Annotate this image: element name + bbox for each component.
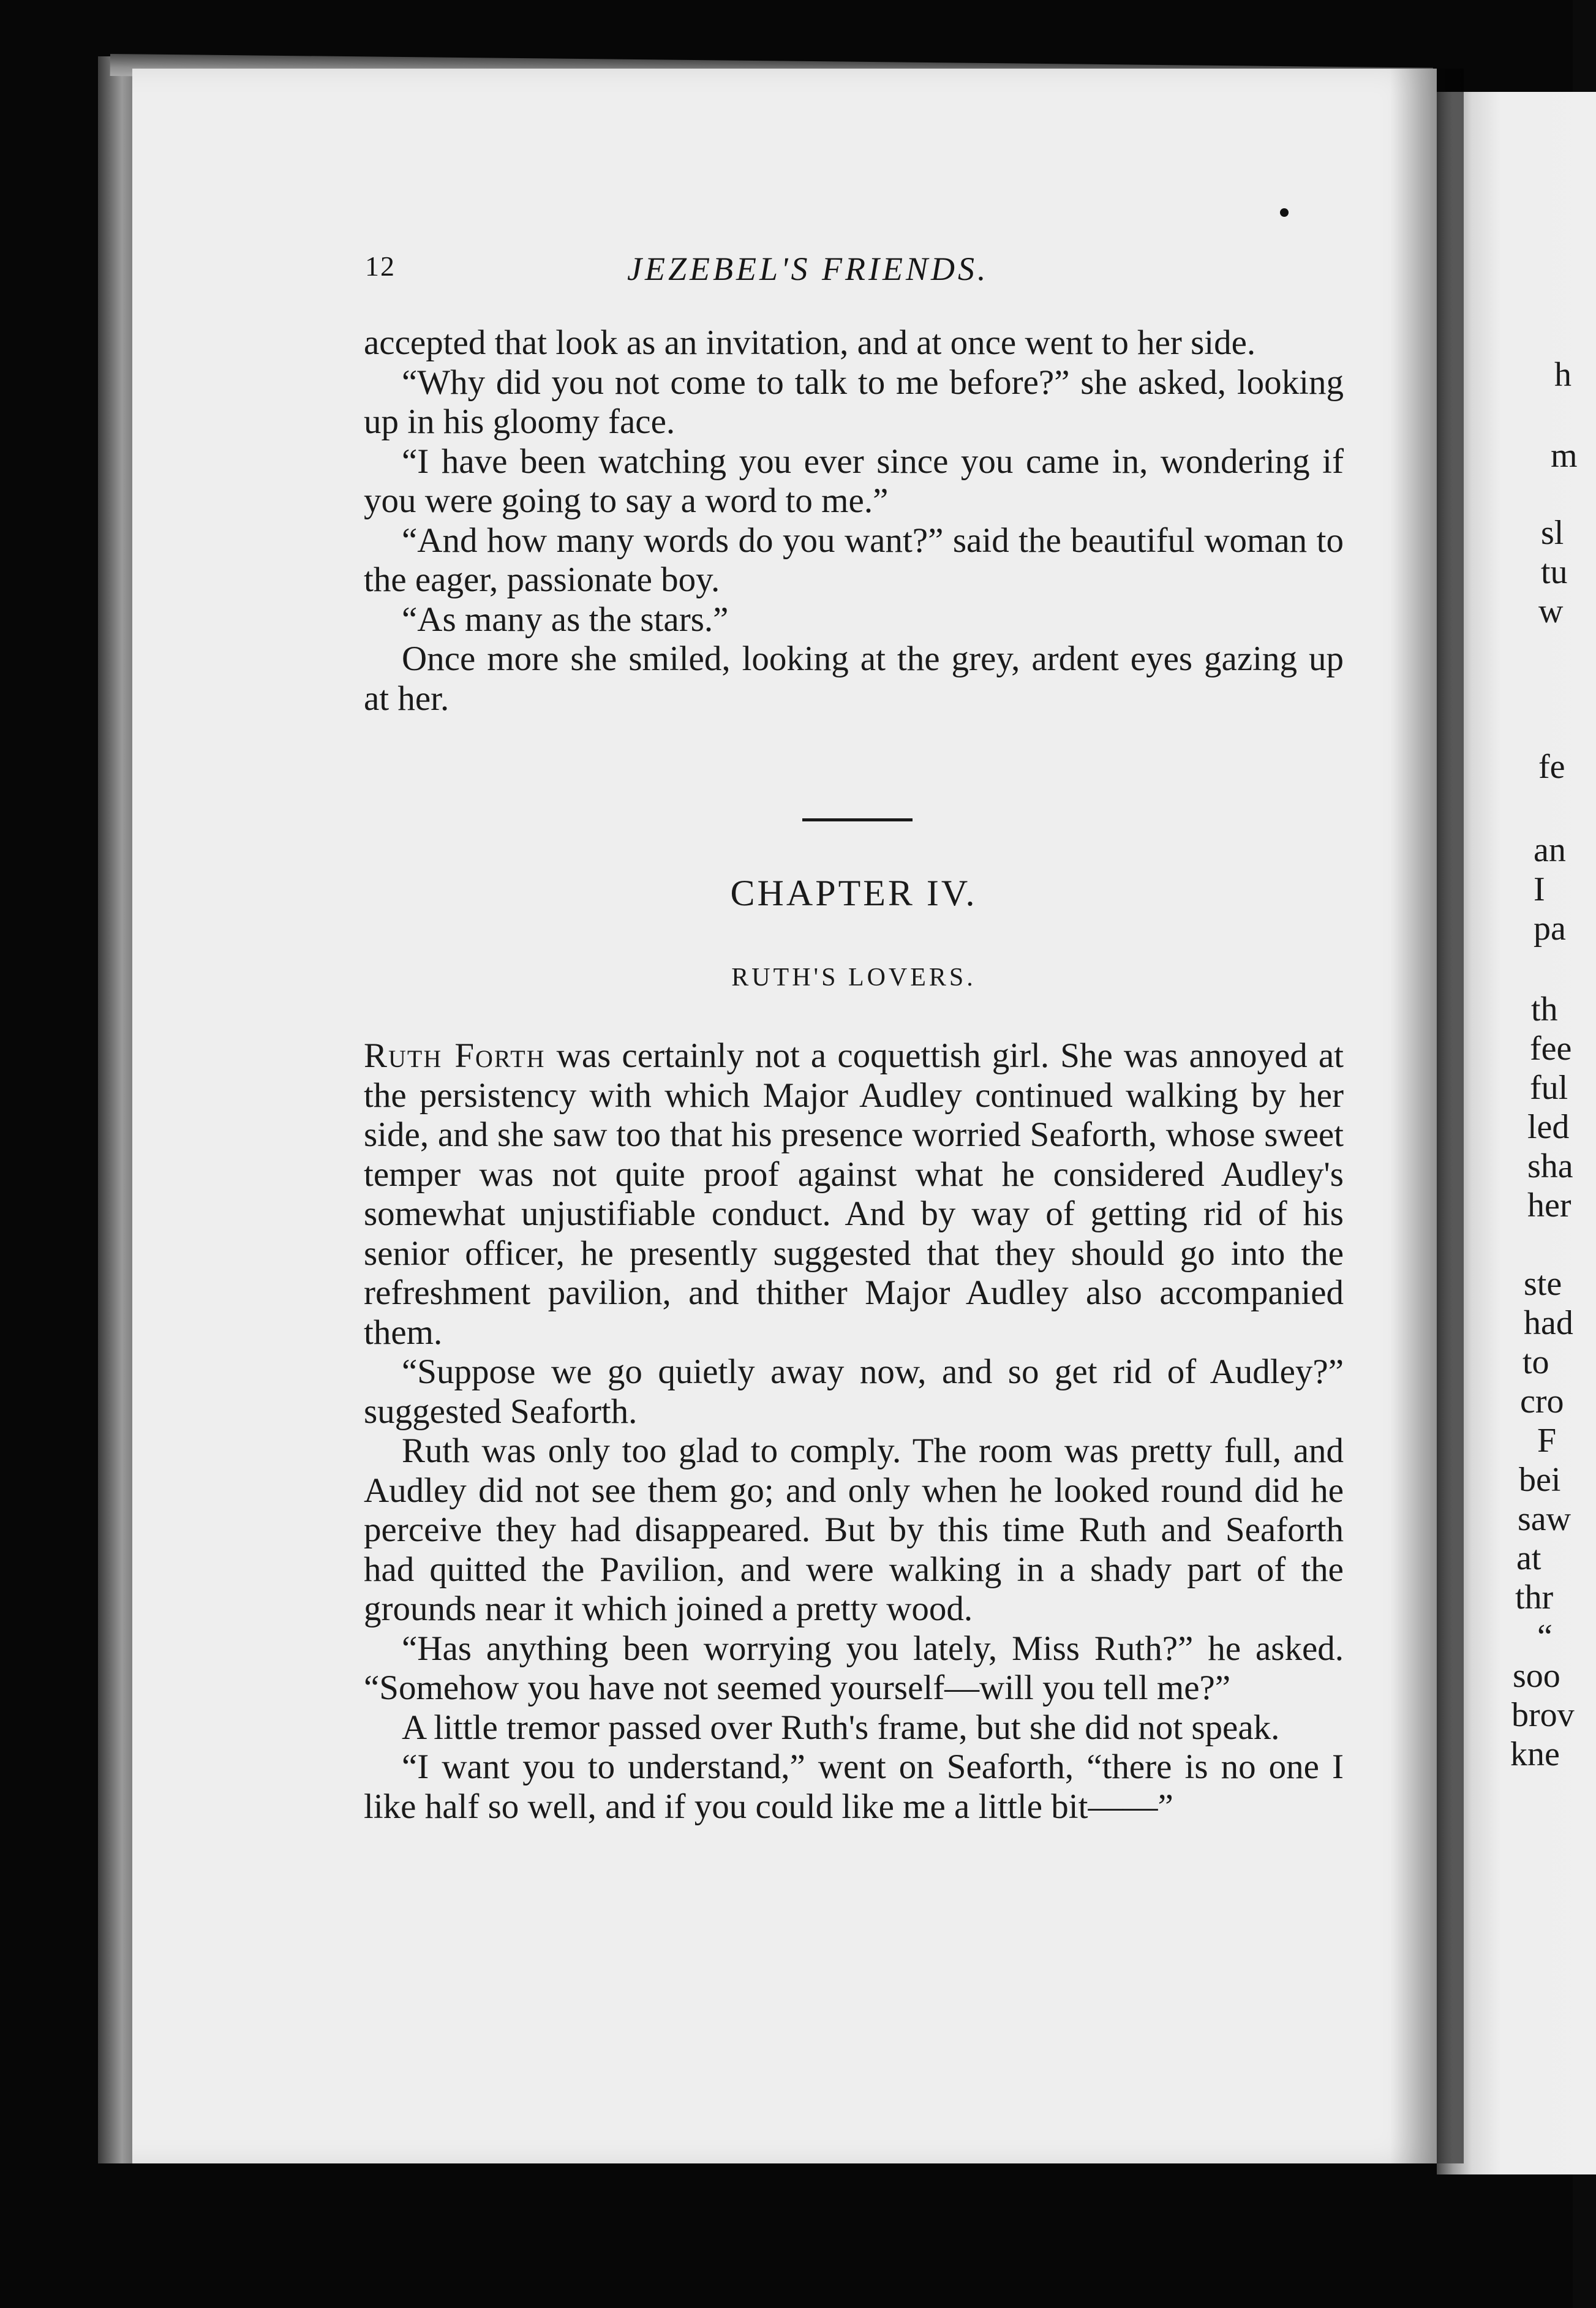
facing-fragment: I (1534, 870, 1545, 908)
paragraph: “I have been watching you ever since you came in, wondering if you were going to say a word to me.” (364, 442, 1344, 520)
facing-fragment: h (1554, 356, 1572, 394)
paragraph: accepted that look as an invitation, and at once went to her side. (364, 323, 1256, 362)
facing-fragment: an (1534, 831, 1566, 869)
chapter-text (364, 1036, 1344, 1827)
ink-dot (1280, 208, 1289, 217)
facing-fragment: thr (1515, 1578, 1554, 1616)
facing-fragment: ful (1530, 1069, 1568, 1107)
chapter-title: CHAPTER IV. (730, 873, 977, 913)
book-edge (98, 56, 135, 2163)
facing-fragment: pa (1534, 910, 1566, 948)
facing-fragment: sha (1527, 1147, 1573, 1185)
facing-fragment: had (1524, 1304, 1573, 1342)
paragraph-text: was certainly not a coquettish girl. She was annoyed at the persistency with which Major Audley continued walking by her side, and she saw too that his presence worried Seaforth, whose sweet temper was not quite proof against what he considered Audley's somewhat unjustifiable conduct. And by way of getting rid of his senior officer, he presently suggested that they should go into the refreshment pavilion, and thither Major Audley also accompanied them. (364, 1036, 1344, 1352)
facing-fragment: th (1531, 990, 1558, 1028)
opening-text (364, 323, 1344, 718)
facing-fragment: “ (1537, 1618, 1553, 1656)
facing-fragment: saw (1518, 1500, 1572, 1538)
facing-fragment: w (1538, 592, 1564, 630)
page-number: 12 (365, 251, 396, 282)
paragraph: “Suppose we go quietly away now, and so get rid of Audley?” suggested Seaforth. (364, 1352, 1344, 1431)
facing-fragment: to (1523, 1343, 1549, 1381)
running-header (365, 250, 1345, 299)
facing-fragment: her (1527, 1186, 1572, 1224)
facing-fragment: tu (1541, 553, 1568, 591)
facing-fragment: fee (1530, 1030, 1572, 1068)
facing-fragment: sl (1541, 514, 1564, 552)
facing-fragment: cro (1520, 1382, 1564, 1420)
paragraph: “As many as the stars.” (402, 600, 729, 639)
facing-fragment: m (1551, 437, 1578, 475)
chapter-subtitle: RUTH'S LOVERS. (731, 964, 976, 992)
facing-fragment: fe (1538, 748, 1565, 786)
section-divider (802, 818, 913, 821)
facing-fragment: kne (1510, 1735, 1560, 1773)
paragraph: Ruth was only too glad to comply. The room was pretty full, and Audley did not see them go; and only when he looked round did he perceive they had disappeared. But by this time Ruth and Seaforth had quitted the Pavilion, and were walking in a shady part of the grounds near it which joined a pretty wood. (364, 1431, 1344, 1628)
paragraph: “Has anything been worrying you lately, Miss Ruth?” he asked. “Somehow you have not seemed yourself—will you tell me?” (364, 1629, 1344, 1707)
facing-fragment: at (1516, 1539, 1541, 1577)
facing-fragment: soo (1513, 1657, 1560, 1695)
running-title: JEZEBEL'S FRIENDS. (627, 251, 989, 287)
paragraph: “Why did you not come to talk to me before?” she asked, looking up in his gloomy face. (364, 363, 1344, 441)
paragraph: “I want you to understand,” went on Seaforth, “there is no one I like half so well, and if you could like me a little bit——” (364, 1748, 1344, 1826)
paragraph: A little tremor passed over Ruth's frame, but she did not speak. (402, 1708, 1280, 1747)
paragraph: “And how many words do you want?” said the beautiful woman to the eager, passionate boy. (364, 521, 1344, 599)
facing-fragment: led (1527, 1108, 1570, 1146)
facing-fragment: F (1537, 1422, 1557, 1460)
facing-fragment: brov (1511, 1696, 1575, 1734)
facing-fragment: ste (1524, 1265, 1562, 1303)
gutter-shadow (1390, 69, 1464, 2163)
facing-fragment: bei (1519, 1461, 1561, 1499)
chapter-lead-words: Ruth Forth (364, 1036, 546, 1075)
paragraph (364, 1036, 1344, 1352)
paragraph: Once more she smiled, looking at the grey, ardent eyes gazing up at her. (364, 639, 1344, 718)
